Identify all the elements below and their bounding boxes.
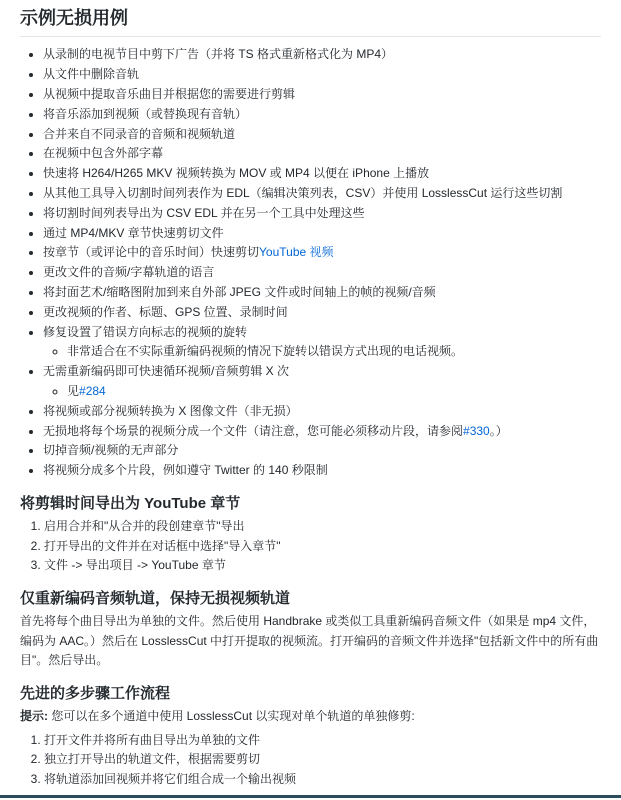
list-item: • 无损地将每个场景的视频分成一个文件（请注意，您可能必须移动片段，请参阅#330。） [43, 422, 601, 442]
step-item: 1. 启用合并和"从合并的段创建章节"导出 [44, 517, 601, 537]
list-item: • 将视频分成多个片段，例如遵守 Twitter 的 140 秒限制 [43, 461, 601, 481]
reencode-audio-paragraph: 首先将每个曲目导出为单独的文件。然后使用 Handbrake 或类似工具重新编码音频文件（如果是 mp4 文件，编码为 AAC。）然后在 LosslessCut 中打开提取的视频流。打开编码的音频文件并选择"包括新文件中的所有曲目"。然后导出。 [20, 614, 599, 668]
step-item: 2. 打开导出的文件并在对话框中选择"导入章节" [44, 537, 601, 557]
list-item: • 从文件中删除音轨 [43, 65, 601, 85]
sub-list-item: ◦ 见#284 [67, 382, 601, 402]
youtube-chapters-steps [20, 517, 601, 576]
inline-link[interactable]: #330 [463, 423, 490, 438]
list-item: • 切掉音频/视频的无声部分 [43, 441, 601, 461]
list-item: • 更改文件的音频/字幕轨道的语言 [43, 263, 601, 283]
section-title-use-cases: 示例无损用例 [20, 7, 601, 37]
list-item: • 将视频或部分视频转换为 X 图像文件（非无损） [43, 402, 601, 422]
list-item: • 从其他工具导入切割时间列表作为 EDL（编辑决策列表，CSV）并使用 LosslessCut 运行这些切割 [43, 184, 601, 204]
list-item: • 在视频中包含外部字幕 [43, 144, 601, 164]
list-item: • 将封面艺术/缩略图附加到来自外部 JPEG 文件或时间轴上的帧的视频/音频 [43, 283, 601, 303]
list-item: • 将切割时间列表导出为 CSV EDL 并在另一个工具中处理这些 [43, 204, 601, 224]
tip-label: 提示: [20, 709, 48, 724]
section-title-youtube-chapters: 将剪辑时间导出为 YouTube 章节 [20, 494, 241, 512]
list-item: • 按章节（或评论中的音乐时间）快速剪切YouTube 视频 [43, 243, 601, 263]
step-item: 1. 打开文件并将所有曲目导出为单独的文件 [44, 731, 601, 751]
step-item: 2. 独立打开导出的轨道文件，根据需要剪切 [44, 750, 601, 770]
list-item: • 从录制的电视节目中剪下广告（并将 TS 格式重新格式化为 MP4） [43, 45, 601, 65]
sub-list [43, 382, 601, 402]
section-title-reencode-audio: 仅重新编码音频轨道，保持无损视频轨道 [20, 589, 291, 607]
step-item: 3. 将轨道添加回视频并将它们组合成一个输出视频 [44, 770, 601, 790]
tip-text: 您可以在多个通道中使用 LosslessCut 以实现对单个轨道的单独修剪: [48, 709, 415, 724]
list-item: • 无需重新编码即可快速循环视频/音频剪辑 X 次 ◦ 见#284 [43, 362, 601, 402]
list-item: • 从视频中提取音乐曲目并根据您的需要进行剪辑 [43, 85, 601, 105]
next-section-divider [0, 795, 621, 798]
list-item: • 将音乐添加到视频（或替换现有音轨） [43, 105, 601, 125]
list-item: • 修复设置了错误方向标志的视频的旋转 ◦ 非常适合在不实际重新编码视频的情况下旋转以错误方式出现的电话视频。 [43, 323, 601, 363]
list-item: • 合并来自不同录音的音频和视频轨道 [43, 125, 601, 145]
sub-list-item: ◦ 非常适合在不实际重新编码视频的情况下旋转以错误方式出现的电话视频。 [67, 342, 601, 362]
advanced-workflow-steps [20, 731, 601, 790]
use-cases-list [20, 45, 601, 481]
sub-list [43, 342, 601, 362]
inline-link[interactable]: #284 [79, 383, 106, 398]
inline-link[interactable]: YouTube 视频 [259, 245, 334, 260]
section-title-advanced-workflow: 先进的多步骤工作流程 [20, 684, 171, 702]
advanced-workflow-tip [20, 707, 601, 727]
list-item: • 更改视频的作者、标题、GPS 位置、录制时间 [43, 303, 601, 323]
step-item: 3. 文件 -> 导出项目 -> YouTube 章节 [44, 556, 601, 576]
list-item: • 通过 MP4/MKV 章节快速剪切文件 [43, 224, 601, 244]
list-item: • 快速将 H264/H265 MKV 视频转换为 MOV 或 MP4 以便在 iPhone 上播放 [43, 164, 601, 184]
